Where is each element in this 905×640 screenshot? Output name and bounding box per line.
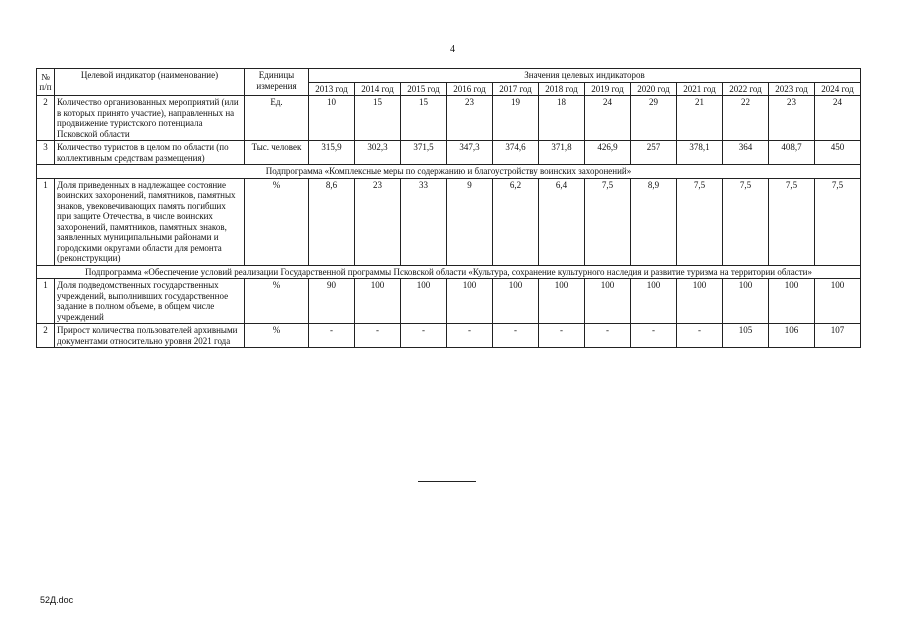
value-cell: 24 (815, 96, 861, 141)
value-cell: 29 (631, 96, 677, 141)
value-cell: 315,9 (309, 141, 355, 165)
value-cell: 371,5 (401, 141, 447, 165)
value-cell: 18 (539, 96, 585, 141)
value-cell: 302,3 (355, 141, 401, 165)
table-body (37, 96, 861, 348)
value-cell: 7,5 (815, 178, 861, 265)
value-cell: 15 (401, 96, 447, 141)
unit-cell: Ед. (245, 96, 309, 141)
year-header: 2013 год (309, 82, 355, 96)
page-number: 4 (450, 44, 455, 55)
value-cell: 371,8 (539, 141, 585, 165)
value-cell: 100 (677, 279, 723, 324)
value-cell: 6,4 (539, 178, 585, 265)
value-cell: 106 (769, 324, 815, 348)
value-cell: - (309, 324, 355, 348)
value-cell: 10 (309, 96, 355, 141)
value-cell: 100 (769, 279, 815, 324)
year-header: 2016 год (447, 82, 493, 96)
value-cell: 107 (815, 324, 861, 348)
year-header: 2021 год (677, 82, 723, 96)
subprogram-title: Подпрограмма «Комплексные меры по содержанию и благоустройству воинских захоронений» (37, 165, 861, 179)
footer-filename: 52Д.doc (40, 595, 74, 605)
value-cell: 15 (355, 96, 401, 141)
value-cell: - (355, 324, 401, 348)
value-cell: 100 (585, 279, 631, 324)
value-cell: 347,3 (447, 141, 493, 165)
value-cell: 8,9 (631, 178, 677, 265)
indicator-name: Доля приведенных в надлежащее состояние воинских захоронений, памятников, памятных знаков, увековечивающих память погибших при защите Отечества, в числе воинских захоронений, памятников, памятных знаков, заявленных муниципальными районами и городскими округами области для ремонта (реконструкции) (55, 178, 245, 265)
value-cell: 408,7 (769, 141, 815, 165)
year-header: 2015 год (401, 82, 447, 96)
year-header: 2019 год (585, 82, 631, 96)
value-cell: 8,6 (309, 178, 355, 265)
value-cell: 257 (631, 141, 677, 165)
unit-cell: % (245, 279, 309, 324)
row-number: 2 (37, 96, 55, 141)
value-cell: - (447, 324, 493, 348)
header-indicator-name: Целевой индикатор (наименование) (55, 69, 245, 96)
value-cell: 100 (355, 279, 401, 324)
value-cell: 374,6 (493, 141, 539, 165)
value-cell: 105 (723, 324, 769, 348)
indicator-name: Доля подведомственных государственных учреждений, выполнивших государственное задание в полном объеме, в общем числе учреждений (55, 279, 245, 324)
value-cell: - (631, 324, 677, 348)
value-cell: 364 (723, 141, 769, 165)
row-number: 2 (37, 324, 55, 348)
subprogram-row (37, 165, 861, 179)
value-cell: - (585, 324, 631, 348)
table-row (37, 324, 861, 348)
value-cell: 100 (401, 279, 447, 324)
value-cell: 100 (447, 279, 493, 324)
value-cell: - (401, 324, 447, 348)
table-row (37, 279, 861, 324)
value-cell: 6,2 (493, 178, 539, 265)
year-header: 2023 год (769, 82, 815, 96)
indicators-table-wrap (36, 68, 861, 348)
year-header: 2018 год (539, 82, 585, 96)
row-number: 3 (37, 141, 55, 165)
value-cell: 9 (447, 178, 493, 265)
value-cell: 7,5 (723, 178, 769, 265)
value-cell: 19 (493, 96, 539, 141)
table-row (37, 141, 861, 165)
value-cell: 7,5 (769, 178, 815, 265)
row-number: 1 (37, 178, 55, 265)
header-num: № п/п (37, 69, 55, 96)
value-cell: 100 (815, 279, 861, 324)
table-row (37, 96, 861, 141)
value-cell: 33 (401, 178, 447, 265)
year-header: 2022 год (723, 82, 769, 96)
subprogram-title: Подпрограмма «Обеспечение условий реализации Государственной программы Псковской области «Культура, сохранение культурного наследия и развитие туризма на территории области» (37, 265, 861, 279)
value-cell: 90 (309, 279, 355, 324)
year-header: 2017 год (493, 82, 539, 96)
year-header: 2024 год (815, 82, 861, 96)
value-cell: 7,5 (677, 178, 723, 265)
separator-line (418, 481, 476, 482)
indicator-name: Количество организованных мероприятий (или в которых принято участие), направленных на продвижение туристского потенциала Псковской области (55, 96, 245, 141)
value-cell: 23 (355, 178, 401, 265)
value-cell: 100 (493, 279, 539, 324)
value-cell: 450 (815, 141, 861, 165)
value-cell: 23 (769, 96, 815, 141)
value-cell: 100 (539, 279, 585, 324)
indicators-table (36, 68, 861, 348)
value-cell: 21 (677, 96, 723, 141)
value-cell: 22 (723, 96, 769, 141)
value-cell: 426,9 (585, 141, 631, 165)
value-cell: - (493, 324, 539, 348)
header-unit: Единицы измерения (245, 69, 309, 96)
table-row (37, 178, 861, 265)
value-cell: 100 (631, 279, 677, 324)
value-cell: 100 (723, 279, 769, 324)
header-row (37, 69, 861, 83)
unit-cell: % (245, 324, 309, 348)
year-header: 2014 год (355, 82, 401, 96)
value-cell: 7,5 (585, 178, 631, 265)
value-cell: 24 (585, 96, 631, 141)
value-cell: - (677, 324, 723, 348)
indicator-name: Количество туристов в целом по области (по коллективным средствам размещения) (55, 141, 245, 165)
year-header: 2020 год (631, 82, 677, 96)
row-number: 1 (37, 279, 55, 324)
unit-cell: % (245, 178, 309, 265)
value-cell: 23 (447, 96, 493, 141)
indicator-name: Прирост количества пользователей архивными документами относительно уровня 2021 года (55, 324, 245, 348)
subprogram-row (37, 265, 861, 279)
unit-cell: Тыс. человек (245, 141, 309, 165)
header-values: Значения целевых индикаторов (309, 69, 861, 83)
value-cell: - (539, 324, 585, 348)
value-cell: 378,1 (677, 141, 723, 165)
